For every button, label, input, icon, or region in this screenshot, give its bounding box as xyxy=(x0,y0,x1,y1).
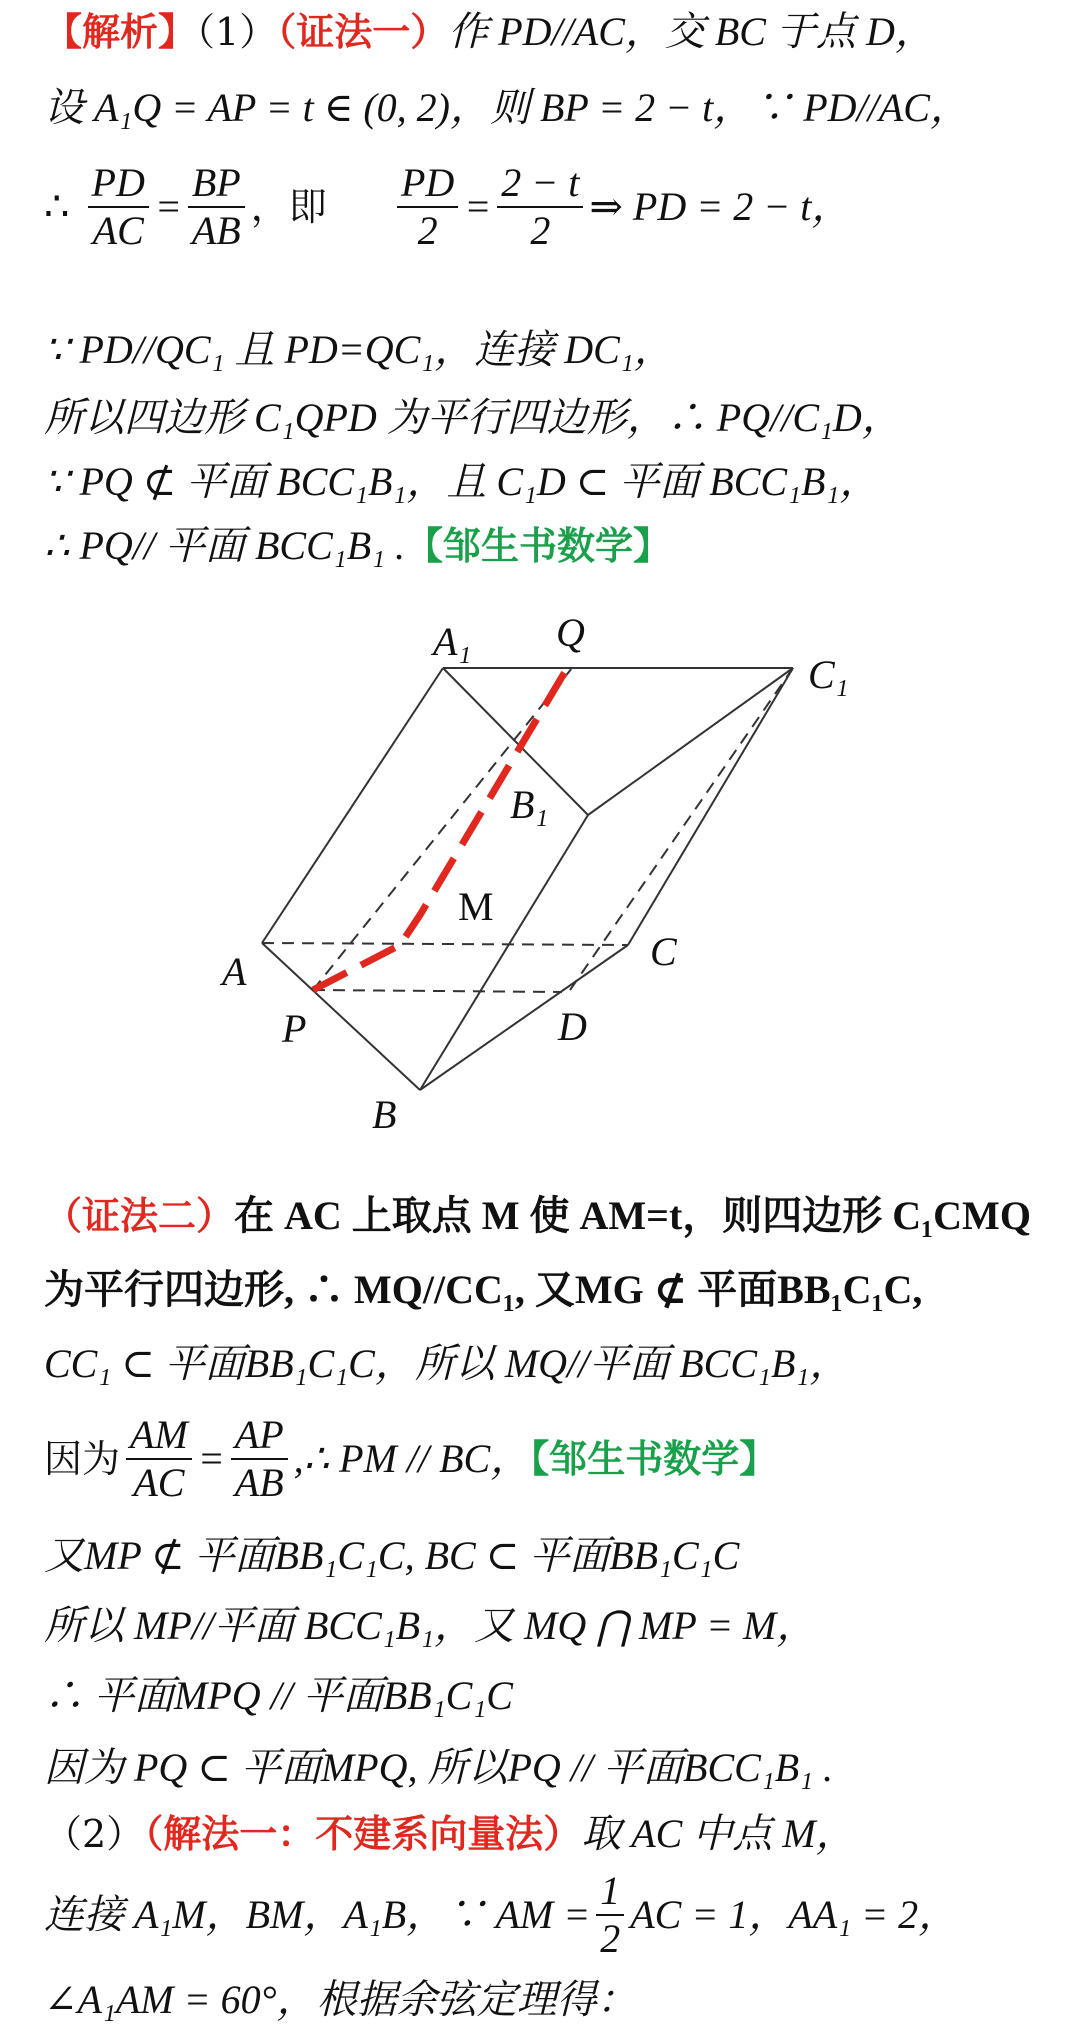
part2-line5: 又MP ⊄ 平面BB₁C₁C, BC ⊂ 平面BB₁C₁C xyxy=(44,1533,740,1578)
step-text: 取 AC 中点 M， xyxy=(581,1811,856,1856)
fraction-pd-2: $\frac{PD}{2}$ xyxy=(397,160,458,254)
prism-figure xyxy=(0,600,1080,1160)
segment-dc1 xyxy=(570,668,793,990)
pd-result: ⇒ PD = 2 − t， xyxy=(589,184,852,229)
fraction-pd-ac: $\frac{PD}{AC}$ xyxy=(88,160,149,254)
part2-line2: 为平行四边形, ∴ MQ//CC₁, 又MG ⊄ 平面BB₁C₁C, xyxy=(44,1267,923,1312)
part1-line5: 所以四边形 C₁QPD 为平行四边形，∴ PQ//C₁D， xyxy=(44,395,902,440)
label-d: D xyxy=(558,1004,587,1049)
part1-line6: ∵ PQ ⊄ 平面 BCC₁B₁，且 C₁D ⊂ 平面 BCC₁B₁， xyxy=(44,459,880,504)
part2-line4 xyxy=(44,1412,777,1506)
edge-ac-hidden xyxy=(262,943,628,945)
ji-text: ，即 xyxy=(250,185,327,229)
part2-line3: CC₁ ⊂ 平面BB₁C₁C，所以 MQ//平面 BCC₁B₁， xyxy=(44,1341,850,1386)
part-number-2: （2） xyxy=(44,1812,145,1856)
edge-bc xyxy=(420,945,628,1090)
analysis-tag: 【解析】 xyxy=(44,9,197,54)
proof-method-2: （证法二） xyxy=(44,1193,235,1238)
part1-line1 xyxy=(44,9,935,54)
fraction-2mt-2: $\frac{2 - t}{2}$ xyxy=(497,160,583,254)
fraction-bp-ab: $\frac{BP}{AB}$ xyxy=(188,160,245,254)
fraction-1-2: $\frac{1}{2}$ xyxy=(596,1868,624,1962)
proof-method-1: （证法一） xyxy=(277,9,449,54)
part3-line1 xyxy=(44,1811,856,1856)
therefore-symbol: ∴ xyxy=(44,184,70,229)
edge-a1a xyxy=(262,668,443,943)
fraction-ap-ab: $\frac{AP}{AB}$ xyxy=(231,1412,288,1506)
pm-parallel: ,∴ PM // BC， xyxy=(293,1436,531,1481)
am-value: AC = 1，AA₁ = 2， xyxy=(630,1892,959,1937)
edge-b1c1 xyxy=(588,668,793,815)
equals: = xyxy=(197,1436,225,1481)
label-c1: C₁ xyxy=(808,652,849,697)
label-a: A xyxy=(222,949,247,994)
step-text: 作 PD//AC，交 BC 于点 D， xyxy=(448,9,935,54)
label-b1: B₁ xyxy=(510,782,549,827)
part-number: （1） xyxy=(196,10,278,54)
part2-line6: 所以 MP//平面 BCC₁B₁，又 MQ ⋂ MP = M， xyxy=(44,1603,817,1648)
part3-line2 xyxy=(44,1868,958,1962)
part1-line4: ∵ PD//QC₁ 且 PD=QC₁，连接 DC₁， xyxy=(44,327,674,372)
label-p: P xyxy=(282,1006,307,1051)
equals: = xyxy=(154,184,182,229)
segment-pd xyxy=(313,990,562,992)
because-text: 因为 xyxy=(44,1437,121,1481)
part2-line7: ∴ 平面MPQ // 平面BB₁C₁C xyxy=(44,1673,513,1718)
label-c: C xyxy=(650,929,677,974)
source-tag-2: 【邹生书数学】 xyxy=(530,1436,778,1481)
solution-method-1: （解法一：不建系向量法） xyxy=(144,1811,582,1856)
part1-line3: ∴ $\frac{PD}{AC}$ = $\frac{BP}{AB}$ ，即 $\frac{PD}{2}$ = $\frac{2 - t}{2}$ ⇒ PD = 2 − t， xyxy=(44,160,852,253)
part3-line3: ∠A₁AM = 60°，根据余弦定理得： xyxy=(44,1977,637,2022)
part1-line2: 设 A₁Q = AP = t ∈ (0, 2)，则 BP = 2 − t，∵ PD//AC， xyxy=(44,85,970,130)
label-q: Q xyxy=(556,610,585,655)
part1-line7 xyxy=(44,523,672,568)
step-text: 在 AC 上取点 M 使 AM=t，则四边形 C₁CMQ xyxy=(234,1193,1031,1238)
label-b: B xyxy=(372,1092,397,1137)
connect-text: 连接 A₁M，BM，A₁B，∵ AM = xyxy=(44,1892,591,1937)
part2-line8: 因为 PQ ⊂ 平面MPQ, 所以PQ // 平面BCC₁B₁ . xyxy=(44,1745,834,1790)
part2-line1 xyxy=(44,1193,1031,1238)
segment-pq-hidden xyxy=(313,668,572,990)
fraction-am-ac: $\frac{AM}{AC}$ xyxy=(126,1412,192,1506)
source-tag-1: 【邹生书数学】 xyxy=(405,523,672,568)
edge-c1c xyxy=(628,668,793,945)
label-m: M xyxy=(458,884,494,929)
conclusion-1: ∴ PQ// 平面 BCC₁B₁ . xyxy=(44,523,406,568)
label-a1: A₁ xyxy=(433,619,472,664)
